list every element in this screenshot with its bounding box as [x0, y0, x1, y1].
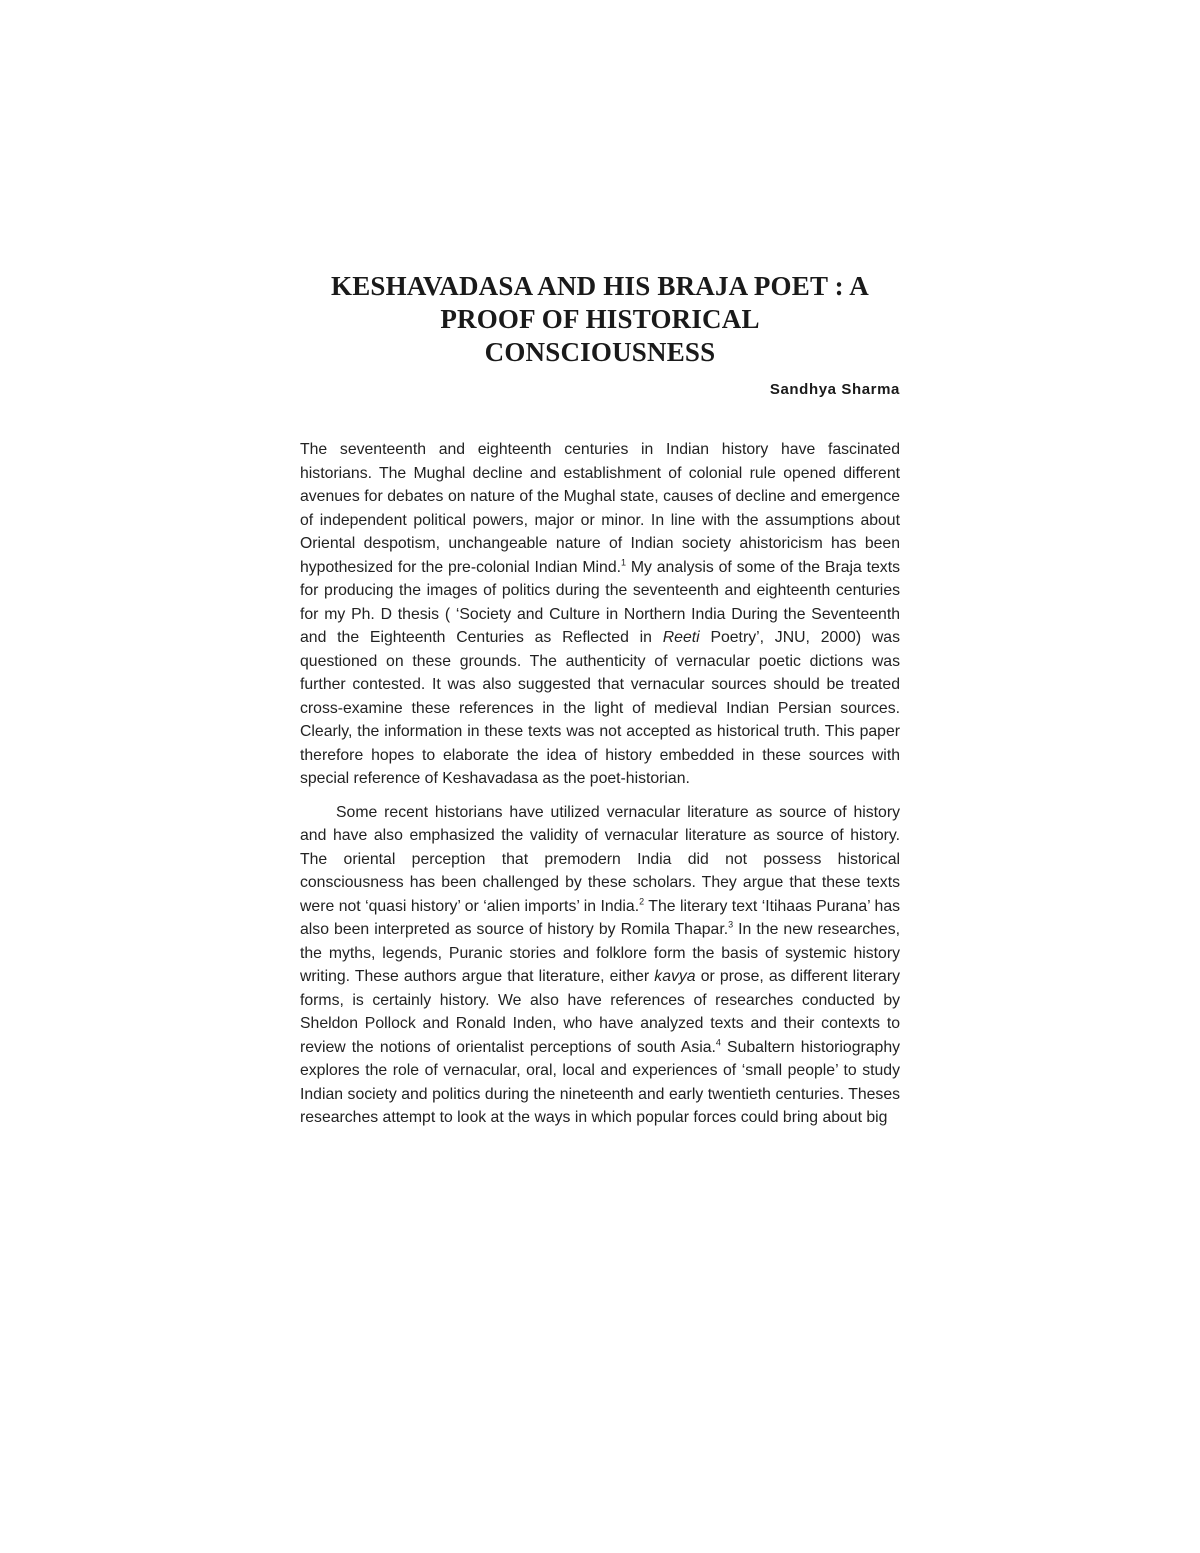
p2-text-3: In the new researches, the myths, legends, Puranic stories and folklore form the basis of systemic history writing. These authors argue that literature, either: [300, 921, 900, 985]
footnote-ref-3: 3: [728, 919, 734, 930]
paragraph-1: [300, 438, 900, 791]
p2-text-1: Some recent historians have utilized vernacular literature as source of history and have also emphasized the validity of vernacular literature as source of history. The oriental perception that premodern India did not possess historical consciousness has been challenged by these scholars. They argue that these texts were not ‘quasi history’ or ‘alien imports’ in India.: [300, 803, 900, 915]
author-name: Sandhya Sharma: [769, 381, 900, 398]
p2-text-2: The literary text ‘Itihaas Purana’ has also been interpreted as source of history by Romila Thapar.: [300, 897, 900, 938]
p1-text-3: Poetry’, JNU, 2000) was questioned on these grounds. The authenticity of vernacular poetic dictions was further contested. It was also suggested that vernacular sources should be treated cross-examine these references in the light of medieval Indian Persian sources. Clearly, the information in these texts was not accepted as historical truth. This paper therefore hopes to elaborate the idea of history embedded in these sources with special reference of Keshavadasa as the poet-historian.: [300, 629, 900, 787]
title-line-1: KESHAVADASA AND HIS BRAJA POET : A: [331, 271, 869, 301]
p1-text-1: The seventeenth and eighteenth centuries in Indian history have fascinated historians. The Mughal decline and establishment of colonial rule opened different avenues for debates on nature of the Mughal state, causes of decline and emergence of independent political powers, major or minor. In line with the assumptions about Oriental despotism, unchangeable nature of Indian society ahistoricism has been hypothesized for the pre-colonial Indian Mind.: [300, 441, 900, 576]
p1-italic-reeti: Reeti: [662, 629, 700, 646]
body-text: [300, 438, 900, 1130]
p2-text-4: or prose, as different literary forms, is certainly history. We also have references of researches conducted by Sheldon Pollock and Ronald Inden, who have analyzed texts and their contexts to review the notions of orientalist perceptions of south Asia.: [300, 968, 900, 1056]
p1-text-2: My analysis of some of the Braja texts for producing the images of politics during the seventeenth and eighteenth centuries for my Ph. D thesis ( ‘Society and Culture in Northern India During the Seventeenth and the Eighteenth Centuries as Reflected in: [300, 558, 900, 646]
footnote-ref-2: 2: [639, 896, 645, 907]
p2-text-5: Subaltern historiography explores the role of vernacular, oral, local and experiences of ‘small people’ to study Indian society and politics during the nineteenth and early twentieth centuries. Theses researches attempt to look at the ways in which popular forces could bring about big: [300, 1038, 900, 1126]
paper-title: [300, 270, 900, 369]
title-line-3: CONSCIOUSNESS: [484, 337, 716, 367]
footnote-ref-4: 4: [715, 1037, 721, 1048]
p2-italic-kavya: kavya: [654, 968, 696, 985]
paper-page: [300, 270, 900, 1140]
footnote-ref-1: 1: [621, 557, 627, 568]
title-line-2: PROOF OF HISTORICAL: [440, 304, 760, 334]
paragraph-2: [300, 801, 900, 1130]
